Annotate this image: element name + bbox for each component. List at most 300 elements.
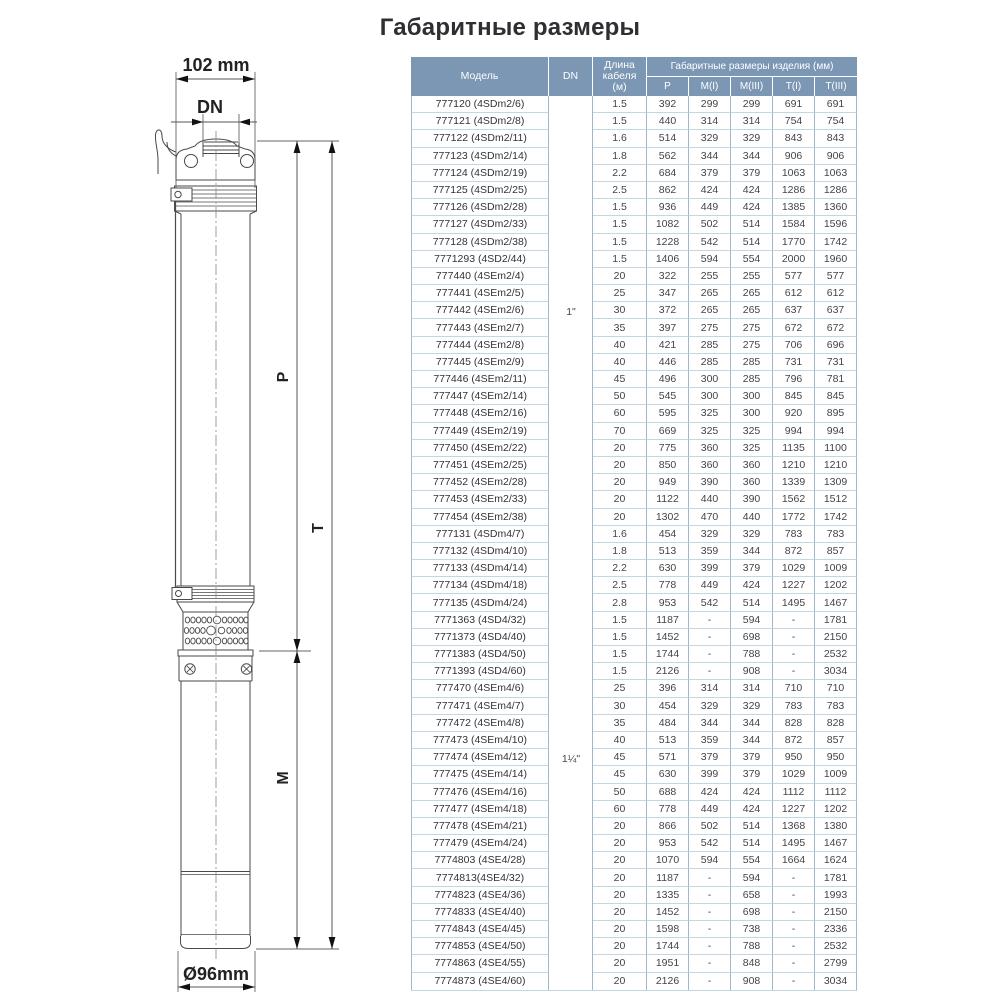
value-cell: 20 [593,973,647,990]
value-cell: 1368 [773,818,815,835]
table-row [411,869,857,886]
value-cell: 843 [773,130,815,147]
value-cell: 1228 [647,234,689,251]
value-cell: 325 [731,440,773,457]
value-cell: 908 [731,973,773,990]
value-cell: 513 [647,543,689,560]
value-cell: 710 [815,680,857,697]
value-cell: 360 [731,457,773,474]
value-cell: 594 [731,869,773,886]
value-cell: 778 [647,577,689,594]
value-cell: 691 [773,96,815,113]
value-cell: 866 [647,818,689,835]
value-cell: - [689,663,731,680]
value-cell: 2.8 [593,594,647,611]
dn-cell [549,388,593,405]
value-cell: 1770 [773,234,815,251]
model-cell: 777477 (4SEm4/18) [411,801,549,818]
model-cell: 777447 (4SEm2/14) [411,388,549,405]
value-cell: 1.5 [593,251,647,268]
table-row [411,509,857,526]
table-row [411,612,857,629]
value-cell: 630 [647,766,689,783]
dn-cell [549,577,593,594]
value-cell: 1202 [815,801,857,818]
value-cell: 684 [647,165,689,182]
value-cell: 329 [689,698,731,715]
table-row [411,698,857,715]
value-cell: - [689,938,731,955]
model-cell: 777133 (4SDm4/14) [411,560,549,577]
model-cell: 777128 (4SDm2/38) [411,234,549,251]
table-row [411,96,857,113]
dimensions-table [411,57,857,991]
model-cell: 777123 (4SDm2/14) [411,148,549,165]
value-cell: 710 [773,680,815,697]
value-cell: 379 [731,560,773,577]
value-cell: 314 [731,113,773,130]
value-cell: 396 [647,680,689,697]
value-cell: 1.5 [593,113,647,130]
value-cell: 1.6 [593,130,647,147]
value-cell: - [773,921,815,938]
value-cell: 20 [593,268,647,285]
value-cell: 788 [731,938,773,955]
value-cell: 1286 [773,182,815,199]
table-row [411,766,857,783]
value-cell: 440 [689,491,731,508]
header-dn: DN [549,57,593,96]
value-cell: 754 [815,113,857,130]
table-row [411,560,857,577]
dn-cell [549,921,593,938]
value-cell: 828 [815,715,857,732]
value-cell: 2532 [815,646,857,663]
dn-cell [549,835,593,852]
value-cell: 612 [773,285,815,302]
value-cell: 857 [815,732,857,749]
value-cell: 1309 [815,474,857,491]
value-cell: 344 [689,715,731,732]
value-cell: 329 [731,698,773,715]
value-cell: 329 [731,526,773,543]
table-row [411,852,857,869]
dn-cell [549,698,593,715]
value-cell: 872 [773,543,815,560]
value-cell: 908 [731,663,773,680]
value-cell: 299 [689,96,731,113]
value-cell: 20 [593,509,647,526]
value-cell: 1380 [815,818,857,835]
value-cell: 20 [593,818,647,835]
model-cell: 777478 (4SEm4/21) [411,818,549,835]
value-cell: 672 [815,319,857,336]
value-cell: 1227 [773,801,815,818]
value-cell: 2.5 [593,577,647,594]
value-cell: 20 [593,835,647,852]
value-cell: 325 [689,423,731,440]
value-cell: 514 [647,130,689,147]
table-row [411,663,857,680]
value-cell: 1112 [815,784,857,801]
value-cell: 1598 [647,921,689,938]
model-cell: 777454 (4SEm2/38) [411,509,549,526]
value-cell: 424 [731,182,773,199]
model-cell: 7771393 (4SD4/60) [411,663,549,680]
value-cell: 542 [689,594,731,611]
value-cell: 542 [689,835,731,852]
dn-cell [549,766,593,783]
table-row [411,405,857,422]
model-cell: 7774833 (4SE4/40) [411,904,549,921]
value-cell: 344 [731,732,773,749]
value-cell: 953 [647,835,689,852]
header-dims-row [647,77,857,96]
value-cell: 1495 [773,594,815,611]
value-cell: 953 [647,594,689,611]
value-cell: 454 [647,698,689,715]
value-cell: 1063 [773,165,815,182]
value-cell: - [773,663,815,680]
table-header [411,57,857,96]
value-cell: 360 [731,474,773,491]
value-cell: 950 [773,749,815,766]
table-row [411,715,857,732]
table-row [411,199,857,216]
value-cell: 421 [647,337,689,354]
dn-cell [549,629,593,646]
dn-cell [549,594,593,611]
header-group-label: Габаритные размеры изделия (мм) [647,57,857,77]
dn-cell [549,165,593,182]
dn-cell [549,869,593,886]
model-cell: 777474 (4SEm4/12) [411,749,549,766]
value-cell: 994 [773,423,815,440]
model-cell: 777448 (4SEm2/16) [411,405,549,422]
value-cell: 920 [773,405,815,422]
model-cell: 777124 (4SDm2/19) [411,165,549,182]
value-cell: 265 [689,285,731,302]
table-row [411,319,857,336]
value-cell: 20 [593,474,647,491]
value-cell: 424 [731,801,773,818]
value-cell: 778 [647,801,689,818]
table-row [411,543,857,560]
value-cell: 754 [773,113,815,130]
value-cell: 514 [731,818,773,835]
value-cell: 1993 [815,887,857,904]
table-row [411,216,857,233]
dn-cell [549,423,593,440]
ear-hole-right [241,155,254,168]
model-cell: 777122 (4SDm2/11) [411,130,549,147]
label-diameter-bottom: Ø96mm [182,964,250,984]
value-cell: 344 [731,543,773,560]
table-row [411,526,857,543]
value-cell: 1.8 [593,148,647,165]
model-cell: 7771383 (4SD4/50) [411,646,549,663]
value-cell: 470 [689,509,731,526]
value-cell: 1202 [815,577,857,594]
dimension-pmt [256,141,339,949]
value-cell: 1742 [815,509,857,526]
table-row [411,577,857,594]
value-cell: 502 [689,818,731,835]
value-cell: 35 [593,319,647,336]
dn-cell [549,234,593,251]
table-row [411,440,857,457]
dn-cell [549,268,593,285]
table-rows [411,96,857,991]
value-cell: - [689,973,731,990]
table-row [411,251,857,268]
value-cell: 390 [731,491,773,508]
dn-cell [549,319,593,336]
pump-body-drawing [155,130,256,949]
value-cell: 275 [689,319,731,336]
value-cell: 50 [593,784,647,801]
value-cell: 2.5 [593,182,647,199]
label-p: P [275,371,292,383]
dn-cell [549,852,593,869]
value-cell: 1744 [647,646,689,663]
value-cell: 300 [689,371,731,388]
value-cell: 454 [647,526,689,543]
value-cell: 1339 [773,474,815,491]
dn-cell [549,801,593,818]
dn-cell [549,491,593,508]
model-cell: 777471 (4SEm4/7) [411,698,549,715]
value-cell: 20 [593,440,647,457]
table-row [411,148,857,165]
value-cell: 906 [773,148,815,165]
value-cell: 45 [593,749,647,766]
value-cell: - [773,973,815,990]
value-cell: 2150 [815,904,857,921]
value-cell: 40 [593,732,647,749]
table-row [411,130,857,147]
value-cell: 936 [647,199,689,216]
label-t: T [310,523,327,533]
value-cell: 577 [815,268,857,285]
value-cell: 379 [689,749,731,766]
value-cell: 20 [593,852,647,869]
value-cell: 344 [731,715,773,732]
value-cell: 329 [689,130,731,147]
label-width-top: 102 mm [182,55,250,75]
dn-cell [549,646,593,663]
value-cell: 1009 [815,560,857,577]
value-cell: - [689,921,731,938]
value-cell: 20 [593,491,647,508]
table-row [411,955,857,972]
value-cell: - [773,887,815,904]
value-cell: 399 [689,560,731,577]
model-cell: 777449 (4SEm2/19) [411,423,549,440]
table-row [411,474,857,491]
dn-cell [549,526,593,543]
model-cell: 777470 (4SEm4/6) [411,680,549,697]
value-cell: 857 [815,543,857,560]
model-cell: 777120 (4SDm2/6) [411,96,549,113]
value-cell: 731 [773,354,815,371]
value-cell: 379 [731,749,773,766]
model-cell: 777126 (4SDm2/28) [411,199,549,216]
value-cell: 424 [689,784,731,801]
table-row [411,818,857,835]
model-cell: 777450 (4SEm2/22) [411,440,549,457]
value-cell: 1.5 [593,663,647,680]
model-cell: 7774843 (4SE4/45) [411,921,549,938]
value-cell: 265 [689,302,731,319]
value-cell: 783 [773,526,815,543]
model-cell: 777451 (4SEm2/25) [411,457,549,474]
value-cell: 285 [689,354,731,371]
value-cell: 325 [731,423,773,440]
value-cell: 392 [647,96,689,113]
value-cell: 1960 [815,251,857,268]
value-cell: 424 [731,577,773,594]
value-cell: - [689,955,731,972]
model-cell: 777453 (4SEm2/33) [411,491,549,508]
value-cell: 399 [689,766,731,783]
dn-cell [549,938,593,955]
value-cell: 1286 [815,182,857,199]
model-cell: 777441 (4SEm2/5) [411,285,549,302]
value-cell: 255 [689,268,731,285]
value-cell: 1.8 [593,543,647,560]
cable-hook [155,130,176,174]
table-row [411,182,857,199]
value-cell: 691 [815,96,857,113]
value-cell: 440 [647,113,689,130]
value-cell: 502 [689,216,731,233]
value-cell: 1781 [815,612,857,629]
dn-cell [549,973,593,990]
value-cell: 514 [731,234,773,251]
value-cell: 796 [773,371,815,388]
table-row [411,887,857,904]
value-cell: 60 [593,405,647,422]
value-cell: - [773,869,815,886]
value-cell: 440 [731,509,773,526]
value-cell: 484 [647,715,689,732]
table-row [411,457,857,474]
value-cell: 1781 [815,869,857,886]
table-row [411,285,857,302]
value-cell: 595 [647,405,689,422]
value-cell: 594 [689,852,731,869]
value-cell: 50 [593,388,647,405]
dn-cell [549,818,593,835]
value-cell: 1210 [773,457,815,474]
table-row [411,234,857,251]
dn-cell [549,148,593,165]
value-cell: - [773,646,815,663]
value-cell: 696 [815,337,857,354]
value-cell: 3034 [815,973,857,990]
model-cell: 7774803 (4SE4/28) [411,852,549,869]
header-model: Модель [411,57,549,96]
value-cell: 2.2 [593,560,647,577]
dn-cell [549,663,593,680]
value-cell: 669 [647,423,689,440]
value-cell: 862 [647,182,689,199]
value-cell: - [773,955,815,972]
table-row [411,680,857,697]
value-cell: 630 [647,560,689,577]
value-cell: 1135 [773,440,815,457]
value-cell: 1100 [815,440,857,457]
value-cell: 449 [689,801,731,818]
value-cell: 265 [731,285,773,302]
value-cell: 449 [689,577,731,594]
value-cell: 2.2 [593,165,647,182]
value-cell: 299 [731,96,773,113]
value-cell: 1.5 [593,646,647,663]
value-cell: 1187 [647,612,689,629]
value-cell: 1624 [815,852,857,869]
value-cell: 20 [593,921,647,938]
value-cell: 738 [731,921,773,938]
value-cell: 2126 [647,663,689,680]
value-cell: 2336 [815,921,857,938]
value-cell: 424 [731,199,773,216]
table-row [411,165,857,182]
value-cell: 848 [731,955,773,972]
page-title: Габаритные размеры [379,14,641,41]
value-cell: 1.5 [593,234,647,251]
value-cell: 513 [647,732,689,749]
value-cell: 850 [647,457,689,474]
label-dn: DN [197,97,223,117]
pump-diagram [150,50,345,998]
model-cell: 777125 (4SDm2/25) [411,182,549,199]
value-cell: 45 [593,371,647,388]
value-cell: - [689,904,731,921]
table-row [411,973,857,990]
value-cell: 2000 [773,251,815,268]
value-cell: 1562 [773,491,815,508]
value-cell: 1227 [773,577,815,594]
model-cell: 777446 (4SEm2/11) [411,371,549,388]
value-cell: 1772 [773,509,815,526]
model-cell: 777443 (4SEm2/7) [411,319,549,336]
dn-cell [549,113,593,130]
value-cell: 1.5 [593,216,647,233]
value-cell: 706 [773,337,815,354]
value-cell: 360 [689,440,731,457]
header-dim-miii: M(III) [731,77,773,96]
model-cell: 7774853 (4SE4/50) [411,938,549,955]
value-cell: 698 [731,904,773,921]
value-cell: 25 [593,285,647,302]
model-cell: 7771363 (4SD4/32) [411,612,549,629]
value-cell: 446 [647,354,689,371]
value-cell: 25 [593,680,647,697]
value-cell: 20 [593,938,647,955]
value-cell: 347 [647,285,689,302]
value-cell: 314 [731,680,773,697]
value-cell: 60 [593,801,647,818]
dn-cell [549,251,593,268]
value-cell: 30 [593,698,647,715]
value-cell: 571 [647,749,689,766]
table-row [411,904,857,921]
model-cell: 7774873 (4SE4/60) [411,973,549,990]
value-cell: 612 [815,285,857,302]
model-cell: 777121 (4SDm2/8) [411,113,549,130]
